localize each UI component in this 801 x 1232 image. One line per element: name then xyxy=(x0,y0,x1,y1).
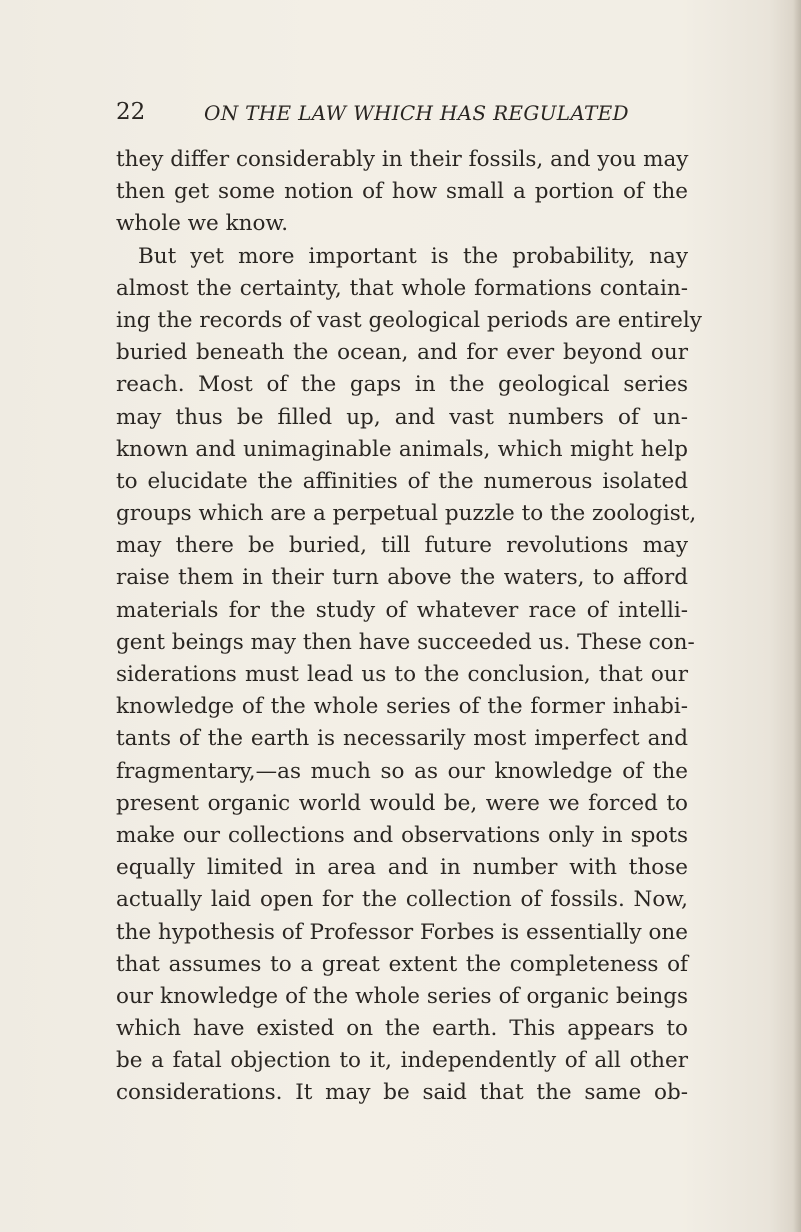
text-line: gent beings may then have succeeded us. These con- xyxy=(116,629,695,655)
text-line: raise them in their turn above the waters, to afford xyxy=(116,565,688,591)
text-line: reach. Most of the gaps in the geological series xyxy=(116,372,688,398)
text-line: considerations. It may be said that the same ob- xyxy=(116,1080,688,1106)
text-line: buried beneath the ocean, and for ever beyond our xyxy=(116,340,688,366)
text-line: be a fatal objection to it, independently of all other xyxy=(116,1048,688,1074)
text-line: actually laid open for the collection of fossils. Now, xyxy=(116,887,688,913)
text-line: may thus be filled up, and vast numbers of un- xyxy=(116,404,688,430)
text-line: they differ considerably in their fossils, and you may xyxy=(116,147,689,172)
text-line: which have existed on the earth. This appears to xyxy=(116,1016,688,1042)
text-line: that assumes to a great extent the completeness of xyxy=(116,951,688,977)
text-line: the hypothesis of Professor Forbes is essentially one xyxy=(116,919,688,945)
body-text xyxy=(116,144,702,1110)
text-line: equally limited in area and in number with those xyxy=(116,855,688,881)
running-title: ON THE LAW WHICH HAS REGULATED xyxy=(204,101,629,125)
text-line: known and unimaginable animals, which might help xyxy=(116,436,688,462)
text-line: then get some notion of how small a portion of the xyxy=(116,179,688,205)
text-line: fragmentary,—as much so as our knowledge of the xyxy=(116,758,688,784)
text-line: present organic world would be, were we forced to xyxy=(116,790,688,816)
page-edge-shadow xyxy=(793,0,801,1232)
text-line: whole we know. xyxy=(116,211,289,237)
text-line: make our collections and observations only in spots xyxy=(116,822,688,848)
text-line: tants of the earth is necessarily most imperfect and xyxy=(116,726,688,752)
page-number: 22 xyxy=(116,99,146,125)
text-line: ing the records of vast geological periods are entirely xyxy=(116,307,702,333)
text-line: almost the certainty, that whole formations contain- xyxy=(116,275,688,301)
text-line: our knowledge of the whole series of organic beings xyxy=(116,983,688,1009)
text-line: groups which are a perpetual puzzle to the zoologist, xyxy=(116,501,697,527)
text-line: may there be buried, till future revolutions may xyxy=(116,533,688,559)
text-line: to elucidate the affinities of the numerous isolated xyxy=(116,468,688,494)
text-line: knowledge of the whole series of the former inhabi- xyxy=(116,694,688,720)
text-line: But yet more important is the probability, nay xyxy=(138,243,688,269)
text-line: materials for the study of whatever race of intelli- xyxy=(116,597,688,623)
page-header xyxy=(116,94,684,130)
text-line: siderations must lead us to the conclusion, that our xyxy=(116,662,688,687)
